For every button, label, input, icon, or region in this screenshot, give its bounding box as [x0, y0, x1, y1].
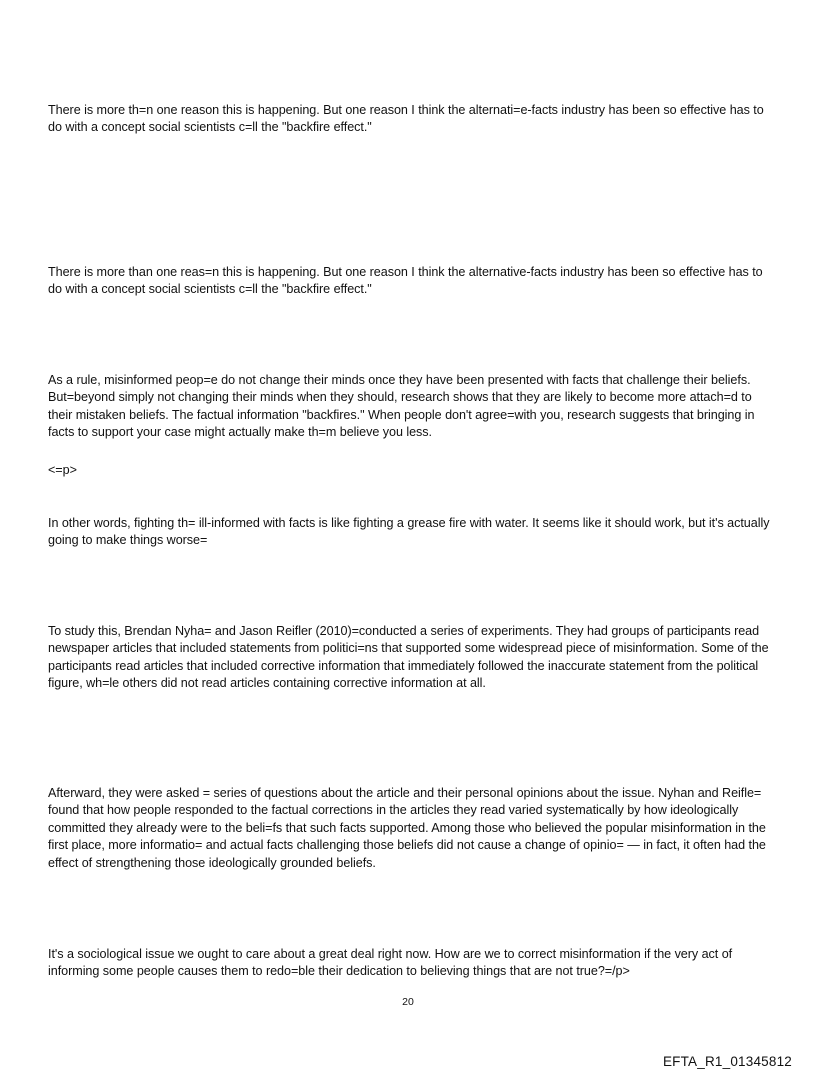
paragraph-5: To study this, Brendan Nyha= and Jason Reifler (2010)=conducted a series of experiments. They had groups of participants read newspaper articles that included statements from politici=ns that supported some widespread piece of misinformation. Some of the participants read articles that included corrective information that immediately followed the inaccurate statement from the political figure, wh=le others did not read articles containing corrective information at all. — [48, 624, 769, 691]
paragraph-2: There is more than one reas=n this is happening. But one reason I think the alternative-facts industry has been so effective has to do with a concept social scientists c=ll the "backfire effect." — [48, 265, 763, 297]
bates-number: EFTA_R1_01345812 — [662, 1054, 792, 1069]
stray-markup-paragraph: <=p> — [48, 463, 77, 477]
paragraph-6: Afterward, they were asked = series of questions about the article and their personal opinions about the issue. Nyhan and Reifle= found that how people responded to the factual corrections in the articles they read varied systematically by how ideologically committed they already were to the beli=fs that such facts supported. Among those who believed the popular misinformation in the first place, more informatio= and actual facts challenging those beliefs did not cause a change of opinio= — in fact, it often had the effect of strengthening those ideologically grounded beliefs. — [48, 786, 766, 870]
paragraph-7: It's a sociological issue we ought to care about a great deal right now. How are we to correct misinformation if the very act of informing some people causes them to redo=ble their dedication to believing things that are not true?=/p> — [48, 947, 733, 979]
paragraph-1: There is more th=n one reason this is happening. But one reason I think the alternati=e-facts industry has been so effective has to do with a concept social scientists c=ll the "backfire effect." — [48, 103, 764, 135]
paragraph-3: As a rule, misinformed peop=e do not change their minds once they have been presented with facts that challenge their beliefs. But=beyond simply not changing their minds when they should, research shows that they are likely to become more attach=d to their mistaken beliefs. The factual information "backfires." When people don't agree=with you, research suggests that bringing in facts to support your case might actually make th=m believe you less. — [48, 373, 755, 440]
paragraph-4: In other words, fighting th= ill-informed with facts is like fighting a grease fire with water. It seems like it should work, but it's actually going to make things worse= — [48, 516, 770, 548]
page-number: 20 — [402, 996, 414, 1008]
